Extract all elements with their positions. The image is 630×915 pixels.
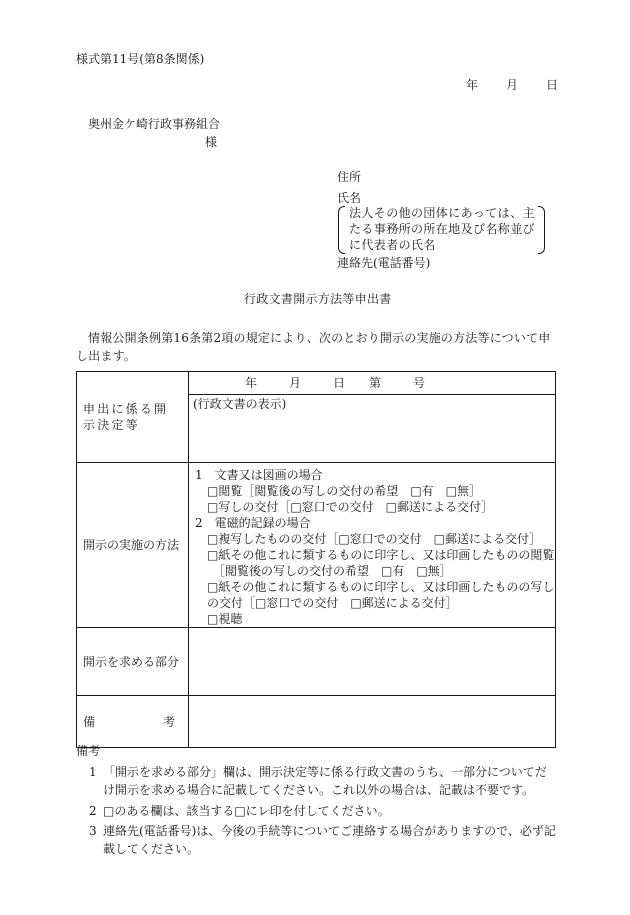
label-requested-part: 開示を求める部分 [77,628,189,696]
note-item: 3 連絡先(電話番号)は、今後の手続等についてご連絡する場合がありますので、必ず記載してください。 [89,824,556,856]
label-remarks: 備 考 [77,696,189,748]
document-display-label: (行政文書の表示) [193,397,287,411]
cell-requested-part[interactable] [189,628,556,696]
method-line[interactable]: □視聴 [207,612,243,626]
cell-remarks[interactable] [189,696,556,748]
cell-disclosure-method [189,463,556,628]
label-disclosure-decision: 申出に係る開示決定等 [77,372,189,463]
table-row-disclosure-decision [77,372,556,463]
notes-title: 備考 [76,744,101,758]
method-line[interactable]: □紙その他これに類するものに印字し、又は印画したものの写し [207,580,555,594]
decision-date-number: 年 月 日 第 号 [189,372,555,395]
document-title: 行政文書開示方法等申出書 [244,292,392,306]
applicant-contact-label: 連絡先(電話番号) [337,256,431,270]
applicant-name-label: 氏名 [337,191,362,205]
method-line[interactable]: □複写したものの交付［□窓口での交付 □郵送による交付］ [207,532,542,546]
corporation-note [338,204,545,254]
method-line: 1 文書又は図画の場合 [195,468,323,482]
table-row-disclosure-method [77,463,556,628]
note-item: 2 □のある欄は、該当する□にレ印を付してください。 [89,804,390,818]
form-number: 様式第11号(第8条関係) [76,52,205,66]
left-bracket [338,206,345,254]
cell-disclosure-decision[interactable] [189,372,556,463]
method-line[interactable]: の交付［□窓口での交付 □郵送による交付］ [207,596,458,610]
application-date [466,77,558,93]
table-row-requested-part [77,628,556,696]
date-year: 年 [466,78,479,92]
applicant-address-label: 住所 [337,170,362,184]
method-line[interactable]: □紙その他これに類するものに印字し、又は印画したものの閲覧 [207,548,555,562]
date-month: 月 [506,78,519,92]
table-row-remarks [77,696,556,748]
addressee-suffix: 様 [205,135,218,149]
right-bracket [538,206,545,254]
corporation-note-text: 法人その他の団体にあっては、主たる事務所の所在地及び名称並びに代表者の氏名 [349,206,536,252]
note-item: 1 「開示を求める部分」欄は、開示決定等に係る行政文書のうち、一部分についてだけ開示を求める場合に記載してください。これ以外の場合は、記載は不要です。 [89,765,547,797]
addressee-org: 奥州金ケ崎行政事務組合 [88,117,221,131]
method-line: 2 電磁的記録の場合 [195,516,311,530]
application-table [76,371,556,748]
intro-paragraph: 情報公開条例第16条第2項の規定により、次のとおり開示の実施の方法等について申し出ます。 [76,331,551,363]
date-day: 日 [546,78,559,92]
label-disclosure-method: 開示の実施の方法 [77,463,189,628]
method-line[interactable]: □閲覧［閲覧後の写しの交付の希望 □有 □無］ [207,484,482,498]
method-line[interactable]: □写しの交付［□窓口での交付 □郵送による交付］ [207,500,494,514]
method-line[interactable]: ［閲覧後の写しの交付の希望 □有 □無］ [213,564,452,578]
